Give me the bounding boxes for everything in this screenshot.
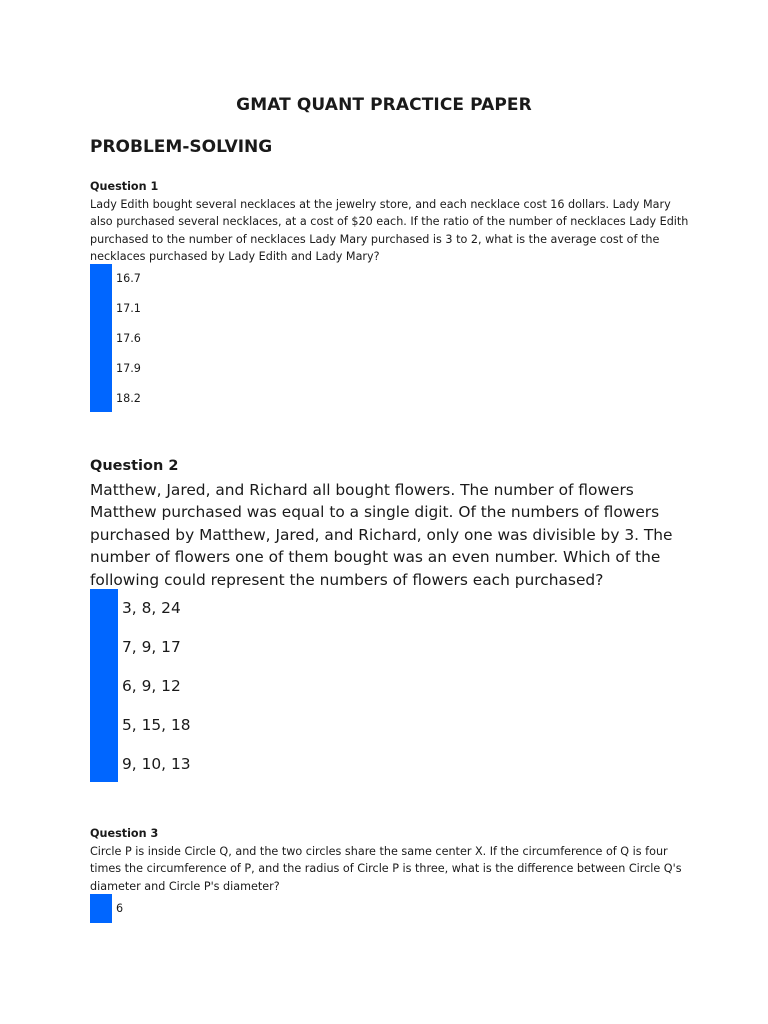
option-bar bbox=[90, 264, 112, 412]
question-3 bbox=[90, 825, 690, 895]
question-3-text: Circle P is inside Circle Q, and the two circles share the same center X. If the circumference of Q is four times the circumference of P, and the radius of Circle P is three, what is the difference between Circle Q's diameter and Circle P's diameter? bbox=[90, 844, 682, 893]
question-3-label: Question 3 bbox=[90, 827, 159, 840]
question-1-option-1[interactable]: 16.7 bbox=[116, 272, 141, 285]
question-2 bbox=[90, 455, 690, 591]
question-1-option-4[interactable]: 17.9 bbox=[116, 362, 141, 375]
question-2-option-3[interactable]: 6, 9, 12 bbox=[122, 677, 181, 695]
question-2-option-4[interactable]: 5, 15, 18 bbox=[122, 716, 191, 734]
question-2-option-5[interactable]: 9, 10, 13 bbox=[122, 755, 191, 773]
question-2-label: Question 2 bbox=[90, 458, 179, 474]
question-1-option-2[interactable]: 17.1 bbox=[116, 302, 141, 315]
question-2-option-2[interactable]: 7, 9, 17 bbox=[122, 638, 181, 656]
question-1 bbox=[90, 178, 690, 266]
question-3-option-1[interactable]: 6 bbox=[116, 902, 124, 915]
question-1-text: Lady Edith bought several necklaces at the jewelry store, and each necklace cost 16 dollars. Lady Mary also purchased several necklaces, at a cost of $20 each. If the ratio of the number of necklaces Lady Edith purchased to the number of necklaces Lady Mary purchased is 3 to 2, what is the average cost of the necklaces purchased by Lady Edith and Lady Mary? bbox=[90, 197, 689, 263]
section-heading: PROBLEM-SOLVING bbox=[90, 137, 273, 157]
option-bar bbox=[90, 589, 118, 782]
question-1-option-3[interactable]: 17.6 bbox=[116, 332, 141, 345]
question-2-text: Matthew, Jared, and Richard all bought flowers. The number of flowers Matthew purchased was equal to a single digit. Of the numbers of flowers purchased by Matthew, Jared, and Richard, only one was divisible by 3. The number of flowers one of them bought was an even number. Which of the following could represent the numbers of flowers each purchased? bbox=[90, 480, 673, 589]
question-1-label: Question 1 bbox=[90, 180, 159, 193]
paper-title: GMAT QUANT PRACTICE PAPER bbox=[236, 95, 532, 115]
question-3-options bbox=[90, 894, 210, 923]
question-2-options bbox=[90, 589, 310, 782]
question-1-options bbox=[90, 264, 290, 412]
question-2-option-1[interactable]: 3, 8, 24 bbox=[122, 599, 181, 617]
question-1-option-5[interactable]: 18.2 bbox=[116, 392, 141, 405]
option-bar bbox=[90, 894, 112, 923]
